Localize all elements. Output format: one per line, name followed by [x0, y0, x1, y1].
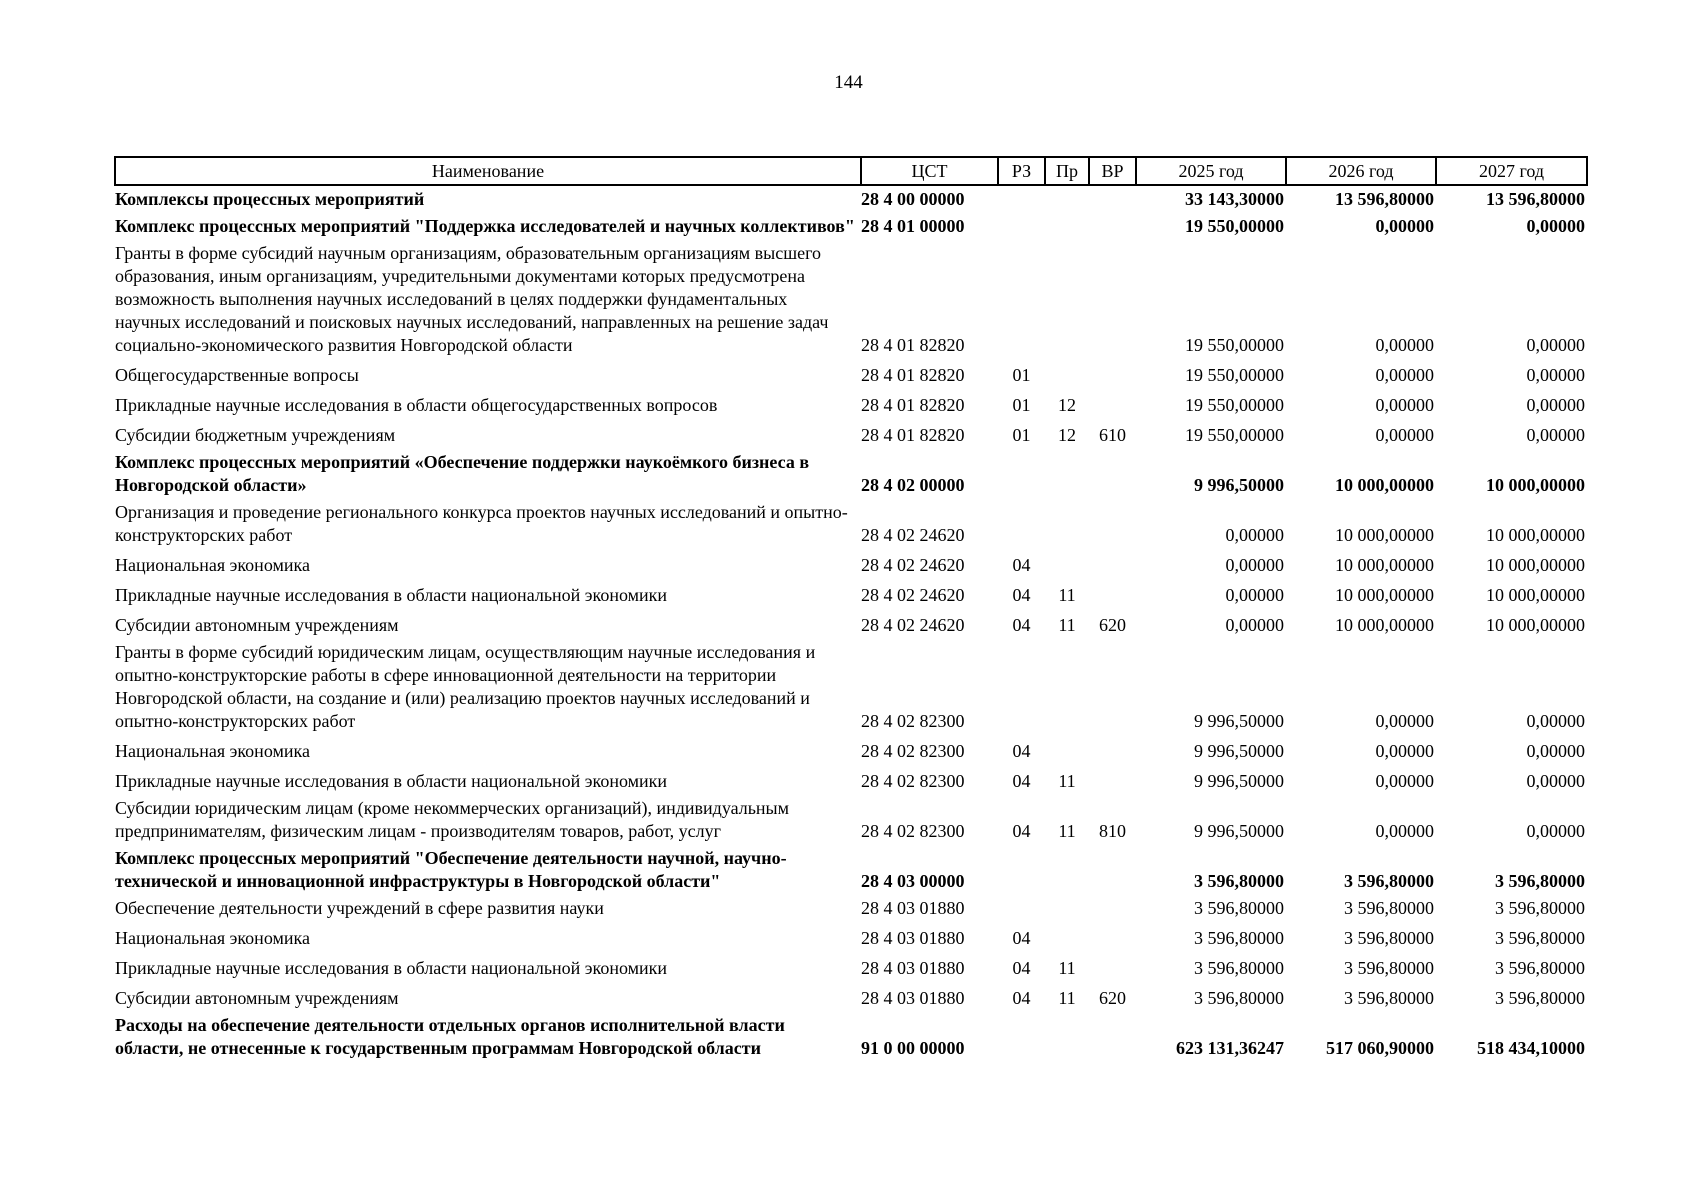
row-name: Прикладные научные исследования в области национальной экономики	[115, 771, 668, 791]
row-cst: 28 4 02 82300	[861, 821, 965, 841]
row-2025: 3 596,80000	[1194, 988, 1284, 1008]
row-cst: 28 4 03 00000	[861, 871, 965, 891]
row-2027: 0,00000	[1526, 741, 1585, 761]
row-rz	[998, 895, 1045, 922]
row-2025: 9 996,50000	[1194, 711, 1284, 731]
row-vr: 620	[1099, 988, 1126, 1008]
row-pr: 11	[1058, 988, 1076, 1008]
row-2027: 3 596,80000	[1495, 958, 1585, 978]
row-vr	[1089, 213, 1136, 240]
row-name: Гранты в форме субсидий научным организациям, образовательным организациям высшего образования, иным организациям, учредительными документами которых предусмотрена возможность выполнения научных исследований в целях поддержки фундаментальных научных исследований и поисковых научных исследований, направленных на решение задач социально-экономического развития Новгородской области	[115, 243, 829, 355]
row-rz: 01	[1012, 425, 1031, 445]
row-name: Прикладные научные исследования в области общегосударственных вопросов	[115, 395, 718, 415]
budget-table	[114, 156, 1588, 1062]
row-cst: 28 4 01 82820	[861, 425, 965, 445]
row-2027: 10 000,00000	[1486, 555, 1585, 575]
row-2026: 517 060,90000	[1326, 1038, 1434, 1058]
row-cst: 28 4 03 01880	[861, 988, 965, 1008]
row-2027: 0,00000	[1526, 365, 1585, 385]
header-2026: 2026 год	[1286, 157, 1436, 185]
table-row	[115, 765, 1587, 795]
row-2026: 10 000,00000	[1335, 555, 1434, 575]
row-2027: 0,00000	[1526, 395, 1585, 415]
row-cst: 28 4 02 82300	[861, 711, 965, 731]
table-row	[115, 982, 1587, 1012]
row-cst: 28 4 02 82300	[861, 771, 965, 791]
table-row	[115, 922, 1587, 952]
row-2025: 0,00000	[1225, 585, 1284, 605]
table-row	[115, 735, 1587, 765]
row-cst: 28 4 01 82820	[861, 395, 965, 415]
row-2025: 9 996,50000	[1194, 771, 1284, 791]
row-2026: 10 000,00000	[1335, 525, 1434, 545]
row-2026: 3 596,80000	[1344, 958, 1434, 978]
row-2027: 10 000,00000	[1486, 615, 1585, 635]
row-2026: 0,00000	[1375, 771, 1434, 791]
table-row	[115, 449, 1587, 499]
row-rz	[998, 185, 1045, 213]
table-row	[115, 213, 1587, 240]
row-pr	[1045, 845, 1089, 895]
row-2027: 0,00000	[1526, 711, 1585, 731]
row-pr: 12	[1058, 425, 1076, 445]
row-pr: 12	[1058, 395, 1076, 415]
row-2026: 10 000,00000	[1335, 615, 1434, 635]
row-2026: 0,00000	[1375, 216, 1434, 236]
row-pr: 11	[1058, 821, 1076, 841]
table-row	[115, 845, 1587, 895]
row-rz: 01	[1012, 395, 1031, 415]
row-rz: 04	[1012, 555, 1031, 575]
row-2025: 623 131,36247	[1176, 1038, 1284, 1058]
row-rz	[998, 639, 1045, 735]
row-2027: 0,00000	[1526, 335, 1585, 355]
row-rz: 04	[1012, 585, 1031, 605]
row-pr	[1045, 549, 1089, 579]
row-vr	[1089, 922, 1136, 952]
row-pr	[1045, 735, 1089, 765]
row-vr	[1089, 185, 1136, 213]
row-vr	[1089, 579, 1136, 609]
row-cst: 28 4 00 00000	[861, 189, 965, 209]
table-header	[115, 157, 1587, 185]
row-rz	[998, 213, 1045, 240]
row-rz: 04	[1012, 741, 1031, 761]
row-vr	[1089, 240, 1136, 359]
table-row	[115, 952, 1587, 982]
table-body	[115, 185, 1587, 1062]
row-rz: 04	[1012, 771, 1031, 791]
table-row	[115, 1012, 1587, 1062]
row-cst: 28 4 03 01880	[861, 928, 965, 948]
row-2027: 10 000,00000	[1486, 475, 1585, 495]
row-rz	[998, 449, 1045, 499]
row-pr: 11	[1058, 958, 1076, 978]
row-vr	[1089, 499, 1136, 549]
header-name: Наименование	[115, 157, 861, 185]
row-2025: 0,00000	[1225, 555, 1284, 575]
row-name: Комплекс процессных мероприятий «Обеспечение поддержки наукоёмкого бизнеса в Новгородской области»	[115, 452, 810, 495]
row-pr	[1045, 185, 1089, 213]
row-vr: 620	[1099, 615, 1126, 635]
row-pr: 11	[1058, 771, 1076, 791]
row-2025: 3 596,80000	[1194, 958, 1284, 978]
row-name: Субсидии автономным учреждениям	[115, 615, 399, 635]
header-2025: 2025 год	[1136, 157, 1286, 185]
row-name: Субсидии юридическим лицам (кроме некоммерческих организаций), индивидуальным предпринимателям, физическим лицам - производителям товаров, работ, услуг	[115, 798, 790, 841]
row-name: Расходы на обеспечение деятельности отдельных органов исполнительной власти области, не отнесенные к государственным программам Новгородской области	[115, 1015, 785, 1058]
row-2026: 0,00000	[1375, 425, 1434, 445]
row-cst: 28 4 02 24620	[861, 615, 965, 635]
row-2027: 0,00000	[1526, 216, 1585, 236]
table-row	[115, 549, 1587, 579]
table-row	[115, 639, 1587, 735]
row-2027: 3 596,80000	[1495, 871, 1585, 891]
row-2025: 19 550,00000	[1185, 335, 1284, 355]
row-pr	[1045, 499, 1089, 549]
row-2026: 10 000,00000	[1335, 585, 1434, 605]
row-cst: 28 4 03 01880	[861, 898, 965, 918]
row-2026: 3 596,80000	[1344, 928, 1434, 948]
row-2025: 19 550,00000	[1185, 365, 1284, 385]
row-pr	[1045, 922, 1089, 952]
row-name: Национальная экономика	[115, 741, 310, 761]
row-2026: 10 000,00000	[1335, 475, 1434, 495]
row-name: Субсидии бюджетным учреждениям	[115, 425, 396, 445]
row-rz	[998, 499, 1045, 549]
row-2027: 10 000,00000	[1486, 525, 1585, 545]
row-pr	[1045, 240, 1089, 359]
table-row	[115, 609, 1587, 639]
row-2027: 3 596,80000	[1495, 898, 1585, 918]
row-rz: 01	[1012, 365, 1031, 385]
row-pr	[1045, 359, 1089, 389]
row-rz	[998, 1012, 1045, 1062]
row-2026: 3 596,80000	[1344, 871, 1434, 891]
row-name: Субсидии автономным учреждениям	[115, 988, 399, 1008]
row-2025: 33 143,30000	[1185, 189, 1284, 209]
row-2025: 9 996,50000	[1194, 475, 1284, 495]
row-pr: 11	[1058, 585, 1076, 605]
row-vr	[1089, 639, 1136, 735]
row-2026: 0,00000	[1375, 365, 1434, 385]
row-cst: 28 4 02 24620	[861, 585, 965, 605]
row-2026: 0,00000	[1375, 335, 1434, 355]
row-2027: 10 000,00000	[1486, 585, 1585, 605]
row-vr	[1089, 895, 1136, 922]
row-vr: 610	[1099, 425, 1126, 445]
row-cst: 28 4 03 01880	[861, 958, 965, 978]
row-name: Национальная экономика	[115, 555, 310, 575]
row-name: Прикладные научные исследования в области национальной экономики	[115, 958, 668, 978]
row-pr	[1045, 895, 1089, 922]
row-rz: 04	[1012, 958, 1031, 978]
row-vr	[1089, 735, 1136, 765]
header-2027: 2027 год	[1436, 157, 1587, 185]
row-pr	[1045, 213, 1089, 240]
row-cst: 28 4 02 82300	[861, 741, 965, 761]
row-2027: 3 596,80000	[1495, 988, 1585, 1008]
row-vr	[1089, 765, 1136, 795]
row-2025: 3 596,80000	[1194, 871, 1284, 891]
row-2026: 0,00000	[1375, 395, 1434, 415]
row-vr	[1089, 449, 1136, 499]
header-cst: ЦСТ	[861, 157, 998, 185]
header-rz: РЗ	[998, 157, 1045, 185]
row-2027: 0,00000	[1526, 821, 1585, 841]
row-name: Обеспечение деятельности учреждений в сфере развития науки	[115, 898, 604, 918]
row-2027: 0,00000	[1526, 425, 1585, 445]
row-2025: 19 550,00000	[1185, 425, 1284, 445]
row-2026: 13 596,80000	[1335, 189, 1434, 209]
row-2025: 0,00000	[1225, 525, 1284, 545]
row-cst: 91 0 00 00000	[861, 1038, 965, 1058]
row-cst: 28 4 02 24620	[861, 525, 965, 545]
table-row	[115, 499, 1587, 549]
row-pr	[1045, 1012, 1089, 1062]
row-2026: 0,00000	[1375, 711, 1434, 731]
row-rz	[998, 240, 1045, 359]
row-cst: 28 4 01 82820	[861, 335, 965, 355]
row-vr	[1089, 952, 1136, 982]
row-2026: 3 596,80000	[1344, 898, 1434, 918]
header-vr: ВР	[1089, 157, 1136, 185]
row-name: Комплекс процессных мероприятий "Поддержка исследователей и научных коллективов"	[115, 216, 855, 236]
row-2025: 9 996,50000	[1194, 821, 1284, 841]
row-2025: 9 996,50000	[1194, 741, 1284, 761]
row-cst: 28 4 01 00000	[861, 216, 965, 236]
row-2027: 518 434,10000	[1477, 1038, 1585, 1058]
row-pr	[1045, 449, 1089, 499]
row-2026: 0,00000	[1375, 741, 1434, 761]
table-row	[115, 579, 1587, 609]
row-name: Комплексы процессных мероприятий	[115, 189, 425, 209]
row-name: Комплекс процессных мероприятий "Обеспечение деятельности научной, научно-технической и инновационной инфраструктуры в Новгородской области"	[115, 848, 787, 891]
row-name: Гранты в форме субсидий юридическим лицам, осуществляющим научные исследования и опытно-конструкторские работы в сфере инновационной деятельности на территории Новгородской области, на создание и (или) реализацию проектов научных исследований и опытно-конструкторских работ	[115, 642, 816, 731]
table-row	[115, 240, 1587, 359]
row-pr	[1045, 639, 1089, 735]
row-cst: 28 4 01 82820	[861, 365, 965, 385]
row-vr	[1089, 845, 1136, 895]
row-2025: 3 596,80000	[1194, 928, 1284, 948]
row-name: Общегосударственные вопросы	[115, 365, 359, 385]
row-name: Национальная экономика	[115, 928, 310, 948]
row-2025: 19 550,00000	[1185, 395, 1284, 415]
row-rz	[998, 845, 1045, 895]
table-row	[115, 895, 1587, 922]
row-2027: 3 596,80000	[1495, 928, 1585, 948]
row-rz: 04	[1012, 615, 1031, 635]
row-rz: 04	[1012, 988, 1031, 1008]
row-vr	[1089, 549, 1136, 579]
page-number: 144	[834, 72, 863, 93]
row-pr: 11	[1058, 615, 1076, 635]
row-vr	[1089, 1012, 1136, 1062]
row-name: Организация и проведение регионального конкурса проектов научных исследований и опытно-конструкторских работ	[115, 502, 848, 545]
row-2026: 3 596,80000	[1344, 988, 1434, 1008]
table-row	[115, 389, 1587, 419]
row-2025: 0,00000	[1225, 615, 1284, 635]
header-pr: Пр	[1045, 157, 1089, 185]
row-rz: 04	[1012, 928, 1031, 948]
row-2025: 3 596,80000	[1194, 898, 1284, 918]
row-rz: 04	[1012, 821, 1031, 841]
row-2026: 0,00000	[1375, 821, 1434, 841]
table-row	[115, 419, 1587, 449]
row-vr: 810	[1099, 821, 1126, 841]
table-row	[115, 185, 1587, 213]
row-2025: 19 550,00000	[1185, 216, 1284, 236]
table-row	[115, 795, 1587, 845]
row-2027: 0,00000	[1526, 771, 1585, 791]
row-vr	[1089, 389, 1136, 419]
row-cst: 28 4 02 00000	[861, 475, 965, 495]
table-row	[115, 359, 1587, 389]
row-name: Прикладные научные исследования в области национальной экономики	[115, 585, 668, 605]
row-2027: 13 596,80000	[1486, 189, 1585, 209]
row-vr	[1089, 359, 1136, 389]
row-cst: 28 4 02 24620	[861, 555, 965, 575]
